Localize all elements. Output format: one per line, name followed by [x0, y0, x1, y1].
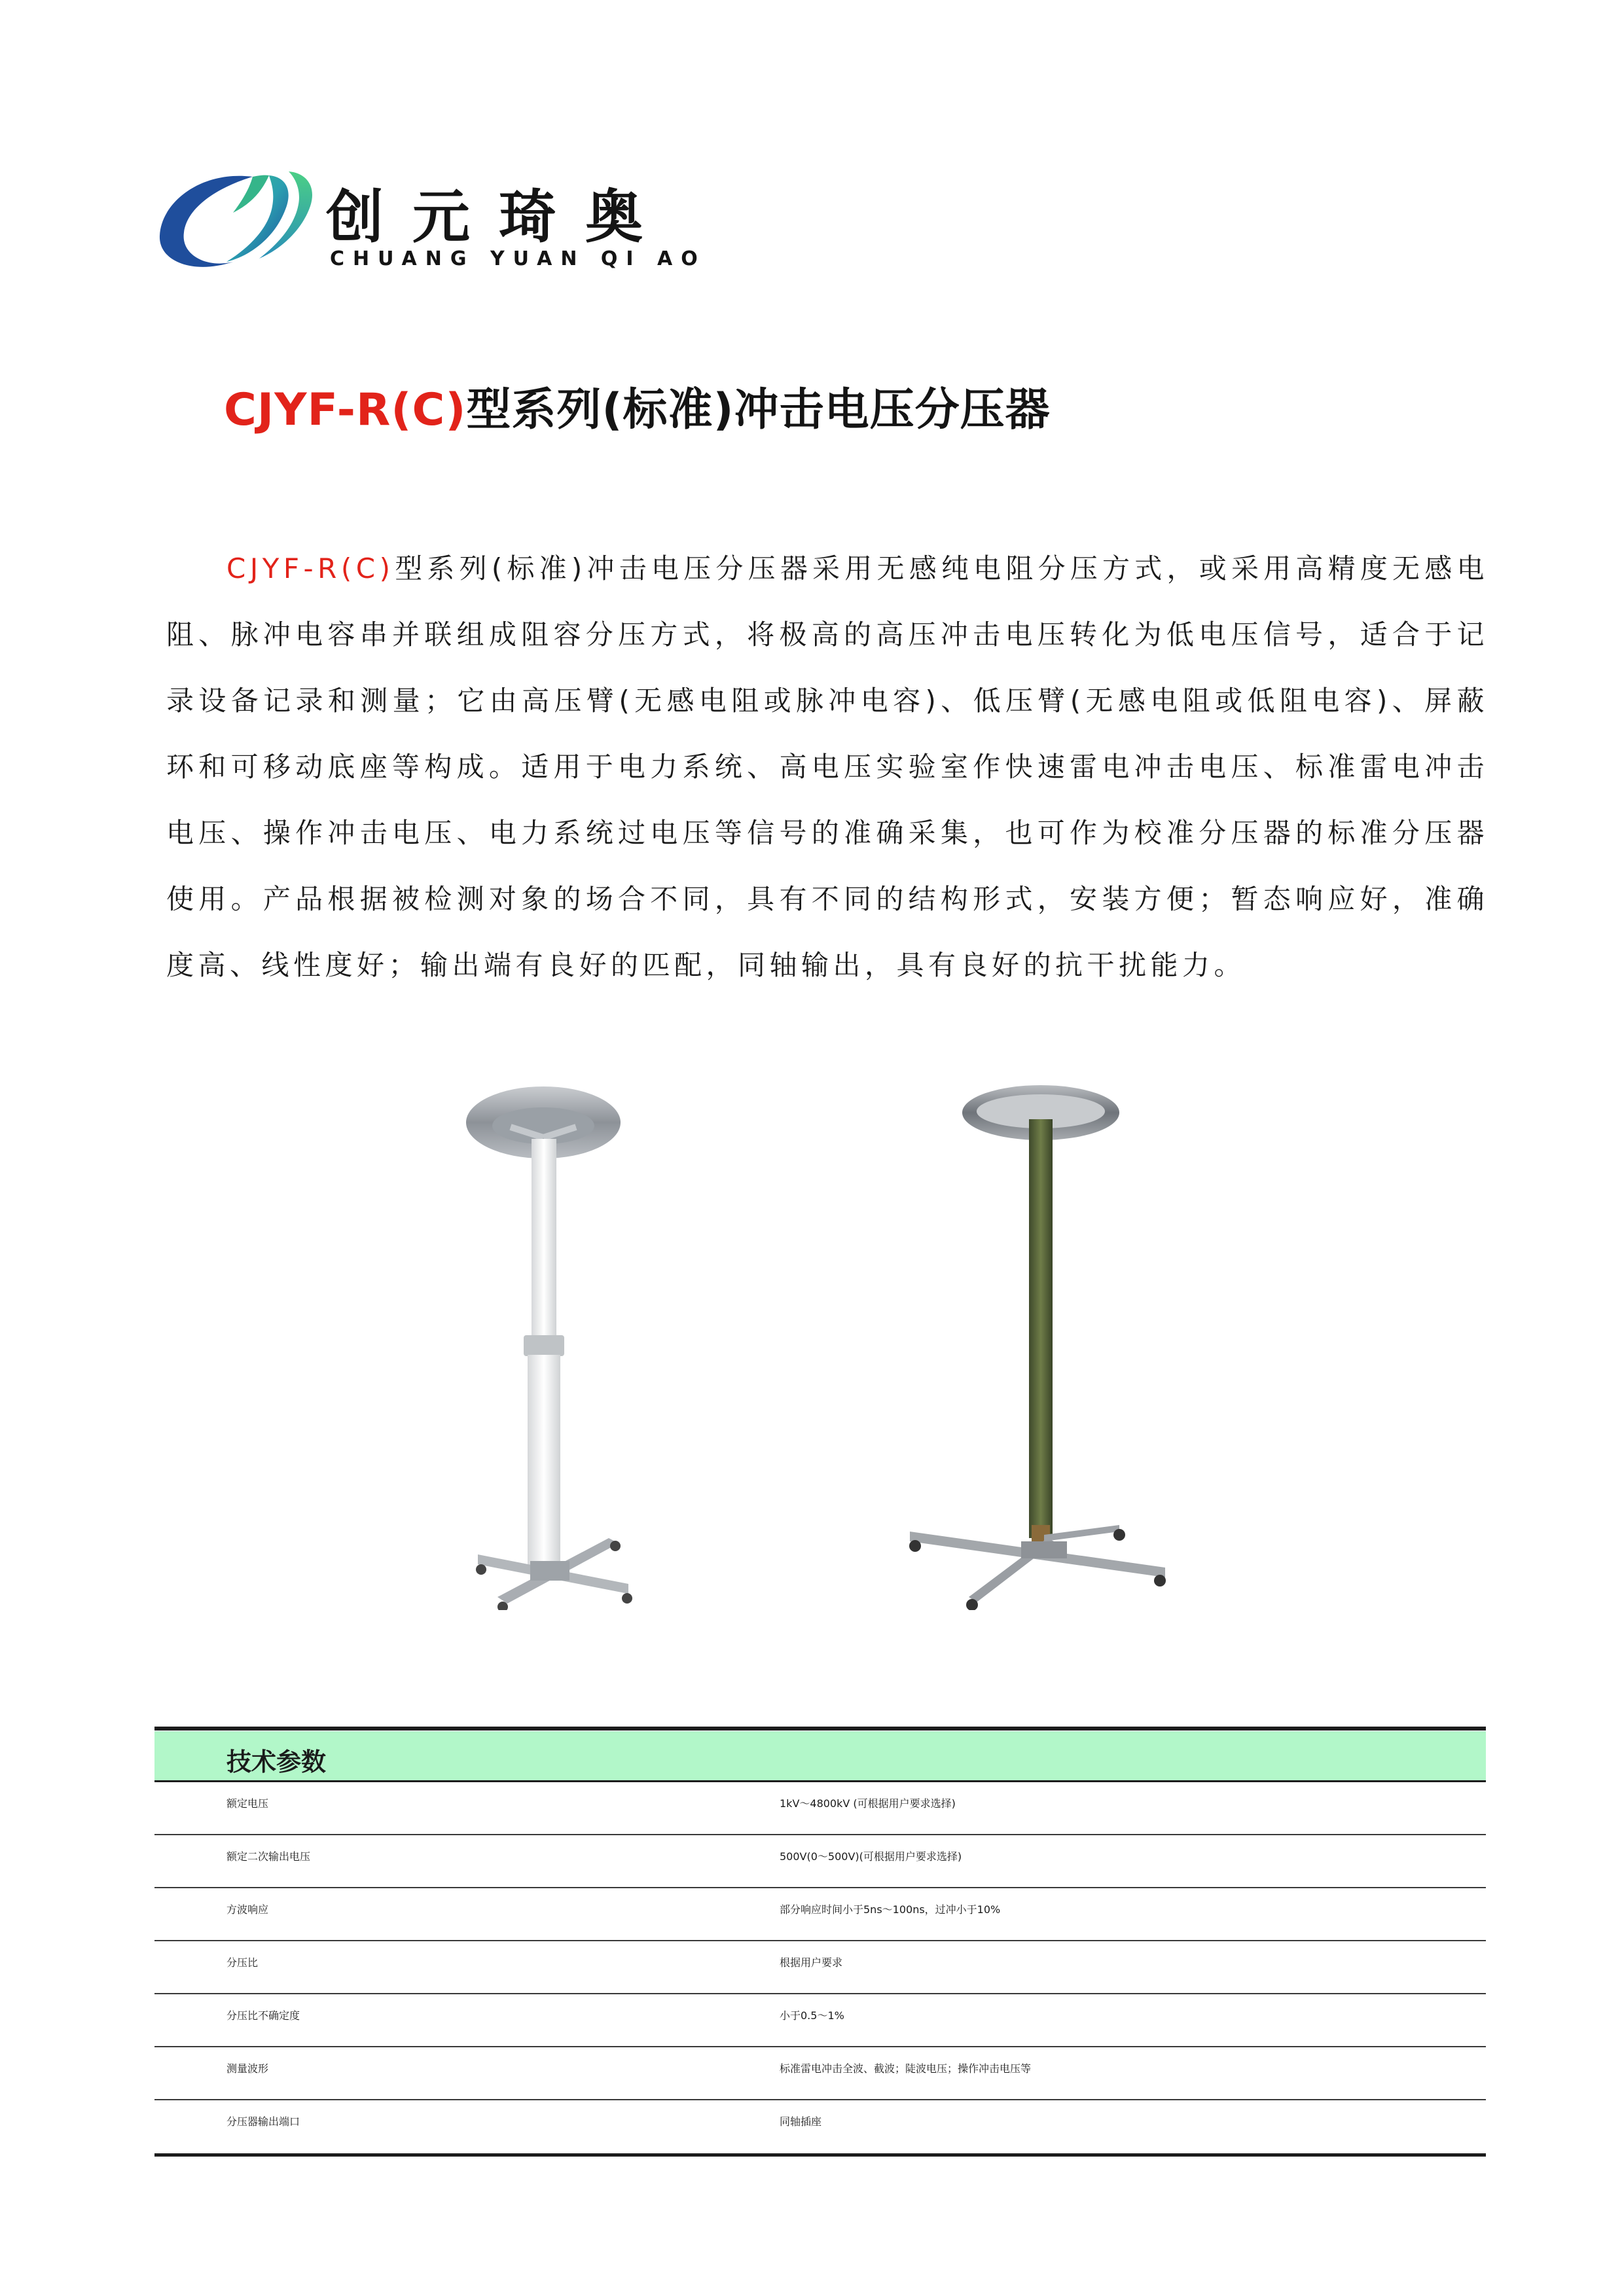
title-rest: 型系列(标准)冲击电压分压器	[466, 384, 1051, 436]
table-header	[154, 1731, 1486, 1782]
param-value: 500V(0～500V)(可根据用户要求选择)	[780, 1850, 962, 1863]
product-image-white-divider	[432, 1080, 641, 1610]
param-value: 标准雷电冲击全波、截波；陡波电压；操作冲击电压等	[780, 2062, 1032, 2075]
table-bottom-rule	[154, 2153, 1486, 2157]
product-image-green-divider	[903, 1073, 1178, 1610]
table-top-rule	[154, 1727, 1486, 1731]
description-paragraph	[166, 535, 1489, 998]
param-name: 分压比不确定度	[226, 2009, 300, 2022]
param-name: 分压比	[226, 1956, 259, 1969]
table-row	[154, 1941, 1486, 1994]
table-row	[154, 1782, 1486, 1835]
param-name: 方波响应	[226, 1903, 269, 1916]
table-row	[154, 1888, 1486, 1941]
param-value: 同轴插座	[780, 2115, 822, 2128]
spec-table	[154, 1782, 1486, 2153]
param-value: 部分响应时间小于5ns～100ns，过冲小于10%	[780, 1903, 1001, 1916]
company-logo	[154, 164, 704, 281]
title-model: CJYF-R(C)	[224, 384, 467, 436]
table-row	[154, 1994, 1486, 2047]
param-value: 1kV～4800kV (可根据用户要求选择)	[780, 1797, 956, 1810]
table-row	[154, 2047, 1486, 2100]
param-name: 额定二次输出电压	[226, 1850, 311, 1863]
param-value: 小于0.5～1%	[780, 2009, 844, 2022]
description-text: 型系列(标准)冲击电压分压器采用无感纯电阻分压方式，或采用高精度无感电阻、脉冲电容串并联组成阻容分压方式，将极高的高压冲击电压转化为低电压信号，适合于记录设备记录和测量；它由高压臂(无感电阻或脉冲电容)、低压臂(无感电阻或低阻电容)、屏蔽环和可移动底座等构成。适用于电力系统、高电压实验室作快速雷电冲击电压、标准雷电冲击电压、操作冲击电压、电力系统过电压等信号的准确采集，也可作为校准分压器的标准分压器使用。产品根据被检测对象的场合不同，具有不同的结构形式，安装方便；暂态响应好，准确度高、线性度好；输出端有良好的匹配，同轴输出，具有良好的抗干扰能力。	[166, 552, 1489, 981]
param-value: 根据用户要求	[780, 1956, 843, 1969]
logo-mark-icon	[154, 164, 325, 278]
table-header-label: 技术参数	[226, 1748, 327, 1776]
table-row	[154, 1835, 1486, 1888]
param-name: 分压器输出端口	[226, 2115, 300, 2128]
logo-name-en: CHUANG YUAN QI AO	[330, 247, 706, 270]
page-title	[224, 374, 1051, 438]
description-model: CJYF-R(C)	[226, 552, 395, 584]
logo-name-cn: 创元琦奥	[326, 183, 672, 251]
param-name: 测量波形	[226, 2062, 269, 2075]
param-name: 额定电压	[226, 1797, 269, 1810]
table-row	[154, 2100, 1486, 2153]
